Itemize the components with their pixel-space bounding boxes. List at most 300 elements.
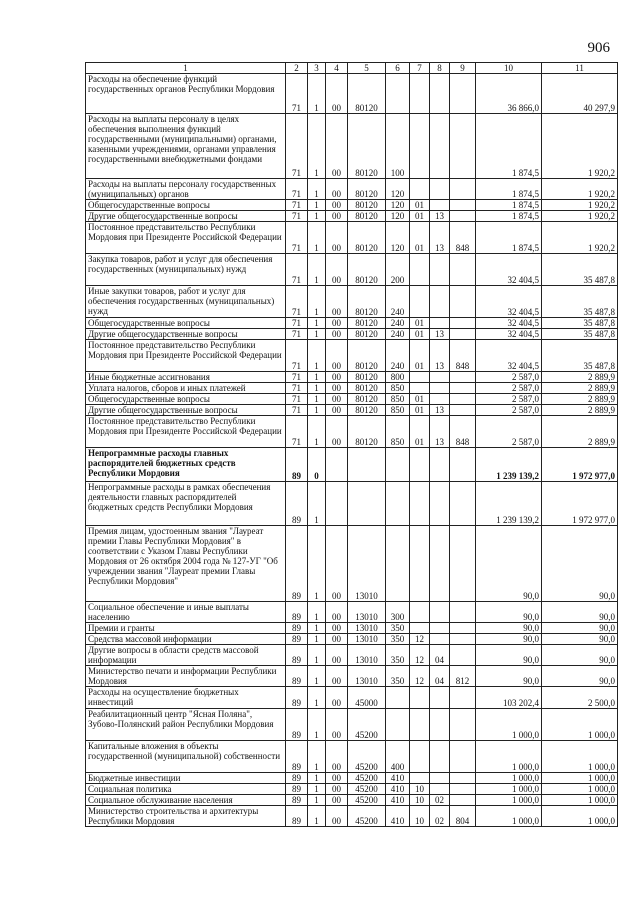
cell-name: Постоянное представительство Республики Мордовия при Президенте Российской Федерации — [86, 416, 286, 448]
cell-gr — [450, 795, 476, 806]
cell-prog: 1 — [308, 526, 326, 602]
cell-pr: 04 — [430, 645, 450, 666]
cell-name: Бюджетные инвестиции — [86, 773, 286, 784]
cell-gr — [450, 784, 476, 795]
cell-subprog: 00 — [326, 634, 348, 645]
cell-gr — [450, 773, 476, 784]
cell-subprog: 00 — [326, 666, 348, 687]
cell-name: Другие общегосударственные вопросы — [86, 405, 286, 416]
cell-amount-year1: 32 404,5 — [476, 254, 542, 286]
column-header-9: 9 — [450, 63, 476, 74]
cell-amount-year2: 35 487,8 — [542, 340, 618, 372]
cell-name: Постоянное представительство Республики Мордовия при Президенте Российской Федерации — [86, 340, 286, 372]
cell-gr — [450, 634, 476, 645]
cell-prog: 1 — [308, 318, 326, 329]
column-header-1: 1 — [86, 63, 286, 74]
cell-amount-year2: 1 972 977,0 — [542, 482, 618, 526]
cell-gr — [450, 329, 476, 340]
cell-direction: 80120 — [348, 416, 386, 448]
cell-prog: 1 — [308, 806, 326, 827]
cell-amount-year2: 90,0 — [542, 666, 618, 687]
cell-gr — [450, 645, 476, 666]
cell-direction: 80120 — [348, 200, 386, 211]
table-row — [86, 687, 618, 709]
cell-subprog: 00 — [326, 741, 348, 773]
cell-prog: 1 — [308, 329, 326, 340]
cell-direction: 80120 — [348, 318, 386, 329]
cell-pr: 04 — [430, 666, 450, 687]
cell-direction: 80120 — [348, 211, 386, 222]
cell-rz — [410, 623, 430, 634]
table-row — [86, 623, 618, 634]
cell-prog: 1 — [308, 645, 326, 666]
cell-gr: 848 — [450, 416, 476, 448]
cell-amount-year1: 90,0 — [476, 526, 542, 602]
cell-amount-year1: 1 874,5 — [476, 179, 542, 200]
cell-gr — [450, 211, 476, 222]
cell-direction: 45200 — [348, 784, 386, 795]
table-row — [86, 709, 618, 741]
cell-vr: 120 — [386, 211, 410, 222]
cell-amount-year1: 103 202,4 — [476, 687, 542, 709]
cell-subprog: 00 — [326, 211, 348, 222]
cell-grbs: 89 — [286, 709, 308, 741]
cell-direction: 13010 — [348, 526, 386, 602]
cell-pr — [430, 634, 450, 645]
cell-amount-year2: 2 889,9 — [542, 416, 618, 448]
cell-vr: 240 — [386, 329, 410, 340]
cell-amount-year2: 1 920,2 — [542, 114, 618, 179]
cell-vr: 350 — [386, 634, 410, 645]
cell-subprog: 00 — [326, 329, 348, 340]
cell-prog: 1 — [308, 74, 326, 114]
cell-rz: 01 — [410, 405, 430, 416]
cell-vr: 410 — [386, 795, 410, 806]
cell-vr: 120 — [386, 200, 410, 211]
cell-direction: 80120 — [348, 329, 386, 340]
cell-direction — [348, 482, 386, 526]
cell-direction: 45200 — [348, 773, 386, 784]
cell-amount-year2: 90,0 — [542, 602, 618, 623]
cell-subprog: 00 — [326, 383, 348, 394]
cell-grbs: 89 — [286, 784, 308, 795]
table-row — [86, 666, 618, 687]
cell-rz: 10 — [410, 806, 430, 827]
cell-subprog: 00 — [326, 784, 348, 795]
cell-name: Расходы на осуществление бюджетных инвестиций — [86, 687, 286, 709]
cell-amount-year2: 90,0 — [542, 526, 618, 602]
cell-name: Премии и гранты — [86, 623, 286, 634]
cell-vr: 350 — [386, 666, 410, 687]
cell-subprog: 00 — [326, 405, 348, 416]
cell-name: Закупка товаров, работ и услуг для обеспечения государственных (муниципальных) нужд — [86, 254, 286, 286]
cell-vr — [386, 687, 410, 709]
cell-amount-year2: 1 972 977,0 — [542, 448, 618, 482]
cell-name: Премия лицам, удостоенным звания "Лауреат премии Главы Республики Мордовия" в соответствии с Указом Главы Республики Мордовия от 26 октября 2004 года № 127-УГ "Об учреждении звания "Лауреат премии Главы Республики Мордовия" — [86, 526, 286, 602]
cell-name: Реабилитационный центр "Ясная Поляна", Зубово-Полянский район Республики Мордовия — [86, 709, 286, 741]
cell-amount-year1: 1 000,0 — [476, 795, 542, 806]
cell-amount-year2: 1 000,0 — [542, 806, 618, 827]
cell-rz: 01 — [410, 211, 430, 222]
cell-amount-year1: 1 000,0 — [476, 741, 542, 773]
cell-subprog: 00 — [326, 645, 348, 666]
cell-pr — [430, 602, 450, 623]
cell-gr — [450, 394, 476, 405]
cell-grbs: 71 — [286, 211, 308, 222]
cell-amount-year2: 2 500,0 — [542, 687, 618, 709]
cell-subprog — [326, 482, 348, 526]
table-row — [86, 526, 618, 602]
cell-rz — [410, 372, 430, 383]
cell-name: Министерство строительства и архитектуры Республики Мордовия — [86, 806, 286, 827]
cell-vr: 400 — [386, 741, 410, 773]
cell-amount-year1: 90,0 — [476, 623, 542, 634]
cell-rz — [410, 448, 430, 482]
cell-gr — [450, 709, 476, 741]
cell-subprog: 00 — [326, 709, 348, 741]
cell-amount-year1: 2 587,0 — [476, 405, 542, 416]
table-row — [86, 114, 618, 179]
cell-rz — [410, 254, 430, 286]
cell-subprog: 00 — [326, 526, 348, 602]
cell-direction: 13010 — [348, 623, 386, 634]
cell-pr — [430, 773, 450, 784]
cell-amount-year1: 32 404,5 — [476, 318, 542, 329]
cell-gr — [450, 741, 476, 773]
cell-prog: 1 — [308, 372, 326, 383]
cell-subprog — [326, 448, 348, 482]
cell-name: Другие общегосударственные вопросы — [86, 329, 286, 340]
cell-prog: 1 — [308, 179, 326, 200]
cell-rz — [410, 114, 430, 179]
cell-subprog: 00 — [326, 372, 348, 383]
cell-prog: 1 — [308, 383, 326, 394]
cell-subprog: 00 — [326, 318, 348, 329]
cell-prog: 1 — [308, 394, 326, 405]
cell-rz: 01 — [410, 340, 430, 372]
cell-name: Общегосударственные вопросы — [86, 394, 286, 405]
cell-rz — [410, 773, 430, 784]
cell-pr — [430, 394, 450, 405]
cell-prog: 1 — [308, 222, 326, 254]
cell-direction: 45200 — [348, 741, 386, 773]
cell-amount-year2: 2 889,9 — [542, 405, 618, 416]
cell-direction: 80120 — [348, 114, 386, 179]
cell-prog: 1 — [308, 286, 326, 318]
cell-direction: 13010 — [348, 634, 386, 645]
cell-gr: 804 — [450, 806, 476, 827]
table-row — [86, 74, 618, 114]
cell-vr: 120 — [386, 222, 410, 254]
cell-vr: 850 — [386, 405, 410, 416]
cell-pr — [430, 482, 450, 526]
cell-subprog: 00 — [326, 179, 348, 200]
cell-rz: 01 — [410, 416, 430, 448]
cell-prog: 1 — [308, 709, 326, 741]
cell-gr — [450, 372, 476, 383]
cell-subprog: 00 — [326, 795, 348, 806]
table-row — [86, 795, 618, 806]
cell-grbs: 71 — [286, 394, 308, 405]
cell-pr — [430, 383, 450, 394]
cell-pr — [430, 286, 450, 318]
column-header-5: 5 — [348, 63, 386, 74]
cell-subprog: 00 — [326, 806, 348, 827]
table-row — [86, 286, 618, 318]
column-header-6: 6 — [386, 63, 410, 74]
cell-vr: 240 — [386, 318, 410, 329]
cell-rz — [410, 741, 430, 773]
cell-vr: 850 — [386, 416, 410, 448]
cell-prog: 1 — [308, 114, 326, 179]
cell-grbs: 71 — [286, 254, 308, 286]
cell-name: Расходы на выплаты персоналу государственных (муниципальных) органов — [86, 179, 286, 200]
cell-amount-year1: 1 000,0 — [476, 709, 542, 741]
cell-name: Другие вопросы в области средств массовой информации — [86, 645, 286, 666]
cell-amount-year1: 1 874,5 — [476, 114, 542, 179]
cell-rz: 10 — [410, 795, 430, 806]
cell-grbs: 89 — [286, 623, 308, 634]
cell-amount-year1: 1 239 139,2 — [476, 448, 542, 482]
cell-pr: 02 — [430, 806, 450, 827]
cell-grbs: 71 — [286, 405, 308, 416]
cell-direction: 80120 — [348, 286, 386, 318]
column-header-4: 4 — [326, 63, 348, 74]
cell-vr: 410 — [386, 784, 410, 795]
cell-subprog: 00 — [326, 74, 348, 114]
cell-subprog: 00 — [326, 114, 348, 179]
cell-pr — [430, 318, 450, 329]
cell-amount-year2: 90,0 — [542, 623, 618, 634]
cell-grbs: 89 — [286, 602, 308, 623]
column-header-3: 3 — [308, 63, 326, 74]
cell-name: Постоянное представительство Республики Мордовия при Президенте Российской Федерации — [86, 222, 286, 254]
cell-subprog: 00 — [326, 416, 348, 448]
cell-name: Другие общегосударственные вопросы — [86, 211, 286, 222]
column-header-10: 10 — [476, 63, 542, 74]
table-row — [86, 806, 618, 827]
cell-grbs: 71 — [286, 416, 308, 448]
table-row — [86, 394, 618, 405]
cell-grbs: 89 — [286, 482, 308, 526]
cell-amount-year2: 1 920,2 — [542, 200, 618, 211]
cell-name: Общегосударственные вопросы — [86, 200, 286, 211]
cell-subprog: 00 — [326, 623, 348, 634]
cell-prog: 1 — [308, 200, 326, 211]
cell-direction: 45200 — [348, 806, 386, 827]
budget-table — [85, 62, 618, 827]
cell-direction: 45000 — [348, 687, 386, 709]
cell-rz: 10 — [410, 784, 430, 795]
cell-name: Иные бюджетные ассигнования — [86, 372, 286, 383]
cell-rz — [410, 286, 430, 318]
table-row — [86, 602, 618, 623]
cell-vr: 410 — [386, 806, 410, 827]
cell-pr — [430, 687, 450, 709]
cell-grbs: 89 — [286, 634, 308, 645]
cell-name: Уплата налогов, сборов и иных платежей — [86, 383, 286, 394]
cell-amount-year2: 2 889,9 — [542, 372, 618, 383]
cell-prog: 1 — [308, 340, 326, 372]
table-row — [86, 211, 618, 222]
cell-amount-year2: 1 000,0 — [542, 795, 618, 806]
cell-amount-year1: 32 404,5 — [476, 329, 542, 340]
cell-grbs: 71 — [286, 179, 308, 200]
cell-vr: 850 — [386, 394, 410, 405]
cell-prog: 0 — [308, 448, 326, 482]
cell-direction — [348, 448, 386, 482]
column-header-2: 2 — [286, 63, 308, 74]
table-row — [86, 645, 618, 666]
cell-amount-year1: 2 587,0 — [476, 383, 542, 394]
cell-pr — [430, 526, 450, 602]
cell-prog: 1 — [308, 254, 326, 286]
cell-gr — [450, 405, 476, 416]
cell-direction: 13010 — [348, 645, 386, 666]
cell-subprog: 00 — [326, 687, 348, 709]
cell-name: Непрограммные расходы в рамках обеспечения деятельности главных распорядителей бюджетных средств Республики Мордовия — [86, 482, 286, 526]
cell-amount-year1: 90,0 — [476, 634, 542, 645]
cell-grbs: 89 — [286, 806, 308, 827]
cell-amount-year1: 90,0 — [476, 602, 542, 623]
table-row — [86, 416, 618, 448]
cell-gr — [450, 623, 476, 634]
cell-vr: 240 — [386, 286, 410, 318]
cell-rz: 12 — [410, 634, 430, 645]
cell-pr: 02 — [430, 795, 450, 806]
cell-pr — [430, 784, 450, 795]
table-row — [86, 340, 618, 372]
cell-vr: 350 — [386, 645, 410, 666]
cell-amount-year2: 2 889,9 — [542, 394, 618, 405]
cell-vr: 240 — [386, 340, 410, 372]
cell-vr — [386, 709, 410, 741]
cell-grbs: 71 — [286, 329, 308, 340]
cell-direction: 13010 — [348, 602, 386, 623]
cell-gr: 812 — [450, 666, 476, 687]
cell-rz: 01 — [410, 394, 430, 405]
cell-grbs: 89 — [286, 526, 308, 602]
cell-rz — [410, 687, 430, 709]
cell-vr: 300 — [386, 602, 410, 623]
cell-amount-year1: 1 000,0 — [476, 784, 542, 795]
cell-grbs: 89 — [286, 645, 308, 666]
cell-vr — [386, 482, 410, 526]
cell-subprog: 00 — [326, 254, 348, 286]
cell-amount-year1: 1 000,0 — [476, 806, 542, 827]
table-row — [86, 741, 618, 773]
table-row — [86, 200, 618, 211]
cell-subprog: 00 — [326, 222, 348, 254]
table-row — [86, 179, 618, 200]
cell-gr — [450, 526, 476, 602]
table-row — [86, 329, 618, 340]
cell-pr — [430, 179, 450, 200]
cell-direction: 45200 — [348, 709, 386, 741]
cell-rz: 01 — [410, 329, 430, 340]
cell-prog: 1 — [308, 741, 326, 773]
cell-pr — [430, 254, 450, 286]
cell-grbs: 71 — [286, 383, 308, 394]
cell-amount-year2: 1 920,2 — [542, 222, 618, 254]
cell-amount-year1: 1 874,5 — [476, 222, 542, 254]
cell-direction: 13010 — [348, 666, 386, 687]
cell-grbs: 71 — [286, 340, 308, 372]
cell-prog: 1 — [308, 416, 326, 448]
cell-direction: 80120 — [348, 394, 386, 405]
cell-direction: 45200 — [348, 795, 386, 806]
table-header-row — [86, 63, 618, 74]
cell-name: Иные закупки товаров, работ и услуг для обеспечения государственных (муниципальных) нужд — [86, 286, 286, 318]
cell-prog: 1 — [308, 211, 326, 222]
cell-amount-year2: 35 487,8 — [542, 318, 618, 329]
cell-subprog: 00 — [326, 602, 348, 623]
cell-gr: 848 — [450, 222, 476, 254]
table-row — [86, 222, 618, 254]
cell-pr: 13 — [430, 329, 450, 340]
cell-pr — [430, 74, 450, 114]
cell-name: Министерство печати и информации Республики Мордовия — [86, 666, 286, 687]
cell-vr: 120 — [386, 179, 410, 200]
cell-name: Капитальные вложения в объекты государственной (муниципальной) собственности — [86, 741, 286, 773]
cell-gr — [450, 383, 476, 394]
cell-grbs: 71 — [286, 318, 308, 329]
column-header-8: 8 — [430, 63, 450, 74]
cell-direction: 80120 — [348, 74, 386, 114]
cell-grbs: 89 — [286, 741, 308, 773]
cell-rz: 12 — [410, 645, 430, 666]
table-row — [86, 448, 618, 482]
cell-rz — [410, 709, 430, 741]
cell-grbs: 71 — [286, 74, 308, 114]
cell-name: Непрограммные расходы главных распорядителей бюджетных средств Республики Мордовия — [86, 448, 286, 482]
cell-amount-year1: 90,0 — [476, 666, 542, 687]
cell-vr: 800 — [386, 372, 410, 383]
cell-rz: 01 — [410, 222, 430, 254]
cell-name: Средства массовой информации — [86, 634, 286, 645]
cell-gr — [450, 254, 476, 286]
cell-rz — [410, 602, 430, 623]
cell-prog: 1 — [308, 602, 326, 623]
table-row — [86, 405, 618, 416]
cell-name: Социальное обеспечение и иные выплаты населению — [86, 602, 286, 623]
cell-prog: 1 — [308, 795, 326, 806]
cell-subprog: 00 — [326, 286, 348, 318]
cell-pr: 13 — [430, 211, 450, 222]
cell-grbs: 89 — [286, 795, 308, 806]
cell-amount-year1: 32 404,5 — [476, 340, 542, 372]
cell-rz — [410, 179, 430, 200]
cell-rz — [410, 383, 430, 394]
cell-vr: 200 — [386, 254, 410, 286]
cell-amount-year2: 1 920,2 — [542, 179, 618, 200]
table-row — [86, 482, 618, 526]
cell-direction: 80120 — [348, 179, 386, 200]
cell-grbs: 89 — [286, 666, 308, 687]
cell-gr — [450, 74, 476, 114]
cell-grbs: 71 — [286, 222, 308, 254]
cell-amount-year1: 1 239 139,2 — [476, 482, 542, 526]
cell-pr: 13 — [430, 222, 450, 254]
table-body — [86, 74, 618, 827]
cell-pr: 13 — [430, 405, 450, 416]
cell-vr — [386, 74, 410, 114]
page-number: 906 — [587, 40, 610, 56]
cell-gr — [450, 687, 476, 709]
cell-name: Социальное обслуживание населения — [86, 795, 286, 806]
cell-amount-year2: 90,0 — [542, 645, 618, 666]
table-row — [86, 254, 618, 286]
